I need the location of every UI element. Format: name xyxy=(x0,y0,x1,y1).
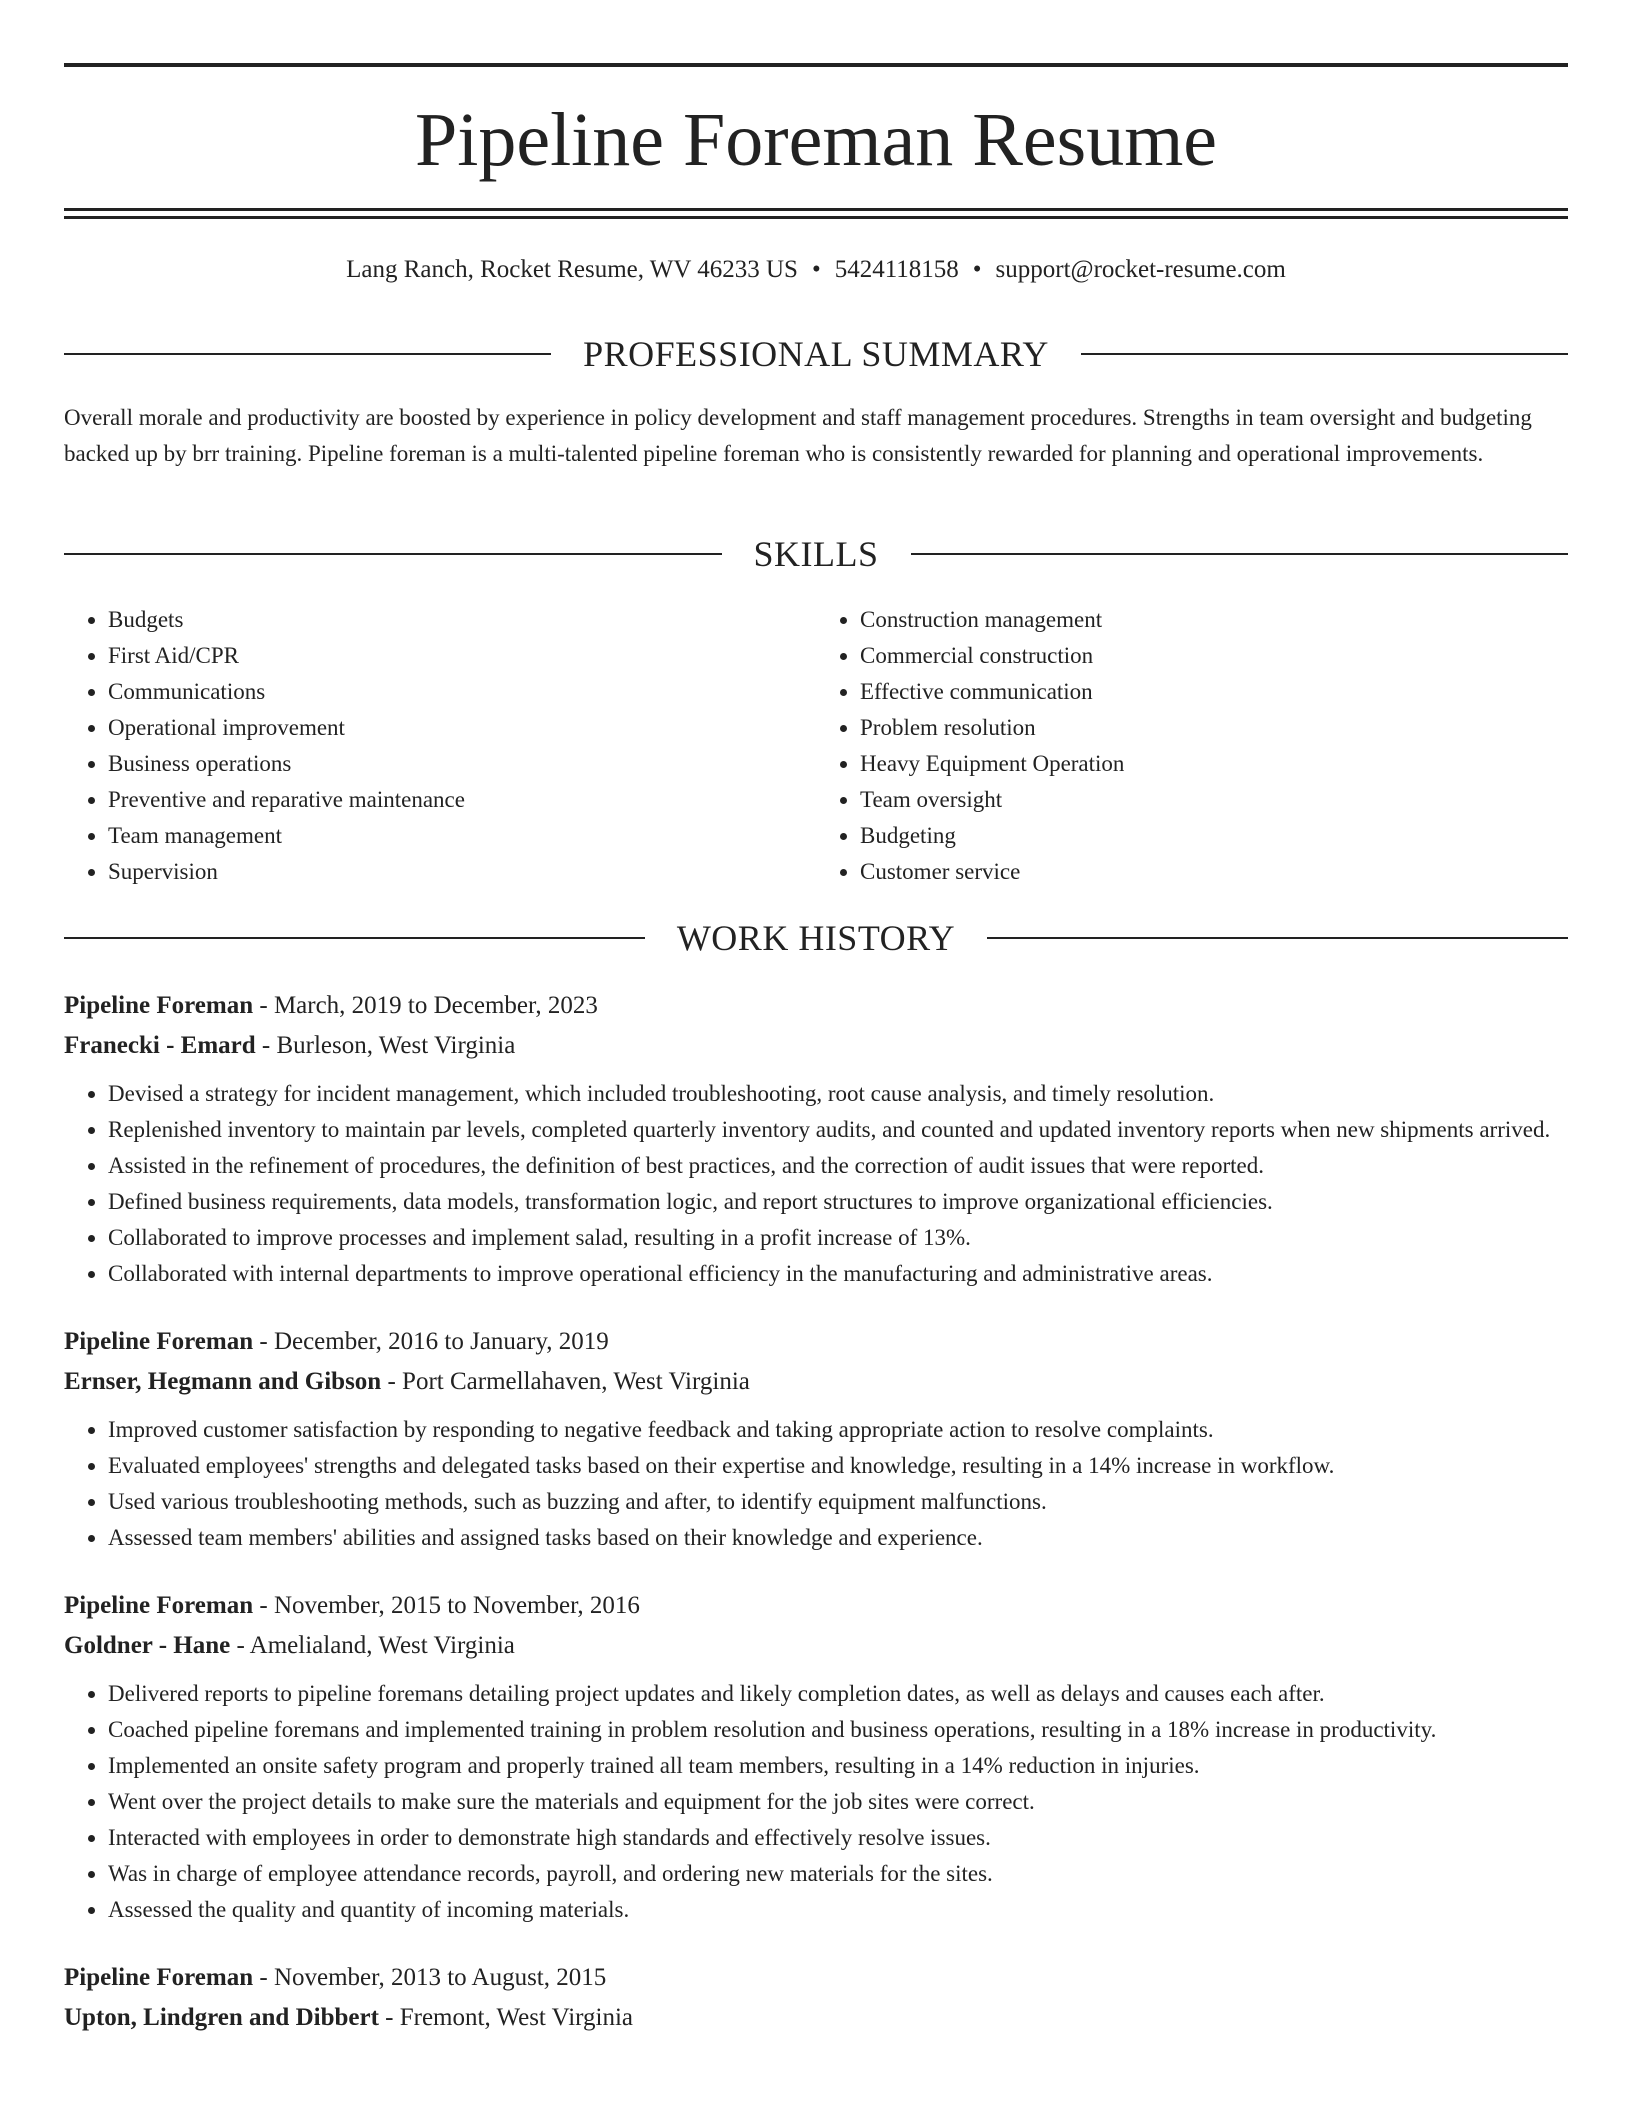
job-title-line xyxy=(64,1958,1568,1998)
job-location: Fremont, West Virginia xyxy=(399,2004,634,2031)
skill-item: • Problem resolution xyxy=(860,710,1568,746)
skills-list xyxy=(64,602,1568,890)
skill-item: • Team oversight xyxy=(860,782,1568,818)
contact-address: Lang Ranch, Rocket Resume, WV 46233 US xyxy=(346,256,798,283)
job-entry xyxy=(64,1322,1568,1556)
job-bullet: • Used various troubleshooting methods, such as buzzing and after, to identify equipment malfunctions. xyxy=(108,1484,1568,1520)
contact-line xyxy=(64,254,1568,286)
job-bullets xyxy=(64,1412,1568,1556)
skills-heading xyxy=(64,532,1568,576)
job-title-line xyxy=(64,1322,1568,1362)
job-title: Pipeline Foreman xyxy=(64,1592,254,1619)
job-entry xyxy=(64,1958,1568,2038)
summary-text: Overall morale and productivity are boosted by experience in policy development and staff management procedures. Strengths in team oversight and budgeting backed up by brr training. Pipeline foreman is a multi-talented pipeline foreman who is consistently rewarded for planning and operational improvements. xyxy=(64,405,1532,466)
job-bullet: • Assessed team members' abilities and assigned tasks based on their knowledge and experience. xyxy=(108,1520,1568,1556)
job-bullet: • Coached pipeline foremans and implemented training in problem resolution and business operations, resulting in a 18% increase in productivity. xyxy=(108,1712,1568,1748)
job-bullet: • Delivered reports to pipeline foremans detailing project updates and likely completion dates, as well as delays and causes each after. xyxy=(108,1676,1568,1712)
contact-email: support@rocket-resume.com xyxy=(995,256,1286,283)
skill-item: • First Aid/CPR xyxy=(108,638,816,674)
skill-item: • Heavy Equipment Operation xyxy=(860,746,1568,782)
resume-title: Pipeline Foreman Resume xyxy=(414,98,1218,182)
skill-item: • Budgets xyxy=(108,602,816,638)
skill-item: • Team management xyxy=(108,818,816,854)
skill-item: • Customer service xyxy=(860,854,1568,890)
job-bullet: • Devised a strategy for incident management, which included troubleshooting, root cause analysis, and timely resolution. xyxy=(108,1076,1568,1112)
job-company-line xyxy=(64,1998,1568,2038)
heading-rule-left xyxy=(64,353,551,355)
job-bullets xyxy=(64,1076,1568,1292)
work-history-heading-label: WORK HISTORY xyxy=(676,918,956,958)
job-bullet: • Defined business requirements, data models, transformation logic, and report structures to improve organizational efficiencies. xyxy=(108,1184,1568,1220)
heading-rule-right xyxy=(911,553,1569,555)
heading-rule-left xyxy=(64,553,722,555)
job-bullet: • Went over the project details to make sure the materials and equipment for the job sites were correct. xyxy=(108,1784,1568,1820)
job-bullet: • Interacted with employees in order to demonstrate high standards and effectively resolve issues. xyxy=(108,1820,1568,1856)
contact-separator: • xyxy=(972,256,982,283)
job-title: Pipeline Foreman xyxy=(64,1328,254,1355)
top-rule xyxy=(64,63,1568,67)
summary-heading xyxy=(64,332,1568,376)
job-entry xyxy=(64,986,1568,1292)
job-title: Pipeline Foreman xyxy=(64,992,254,1019)
job-company: Ernser, Hegmann and Gibson xyxy=(64,1368,382,1395)
job-bullet: • Improved customer satisfaction by responding to negative feedback and taking appropriate action to resolve complaints. xyxy=(108,1412,1568,1448)
job-title: Pipeline Foreman xyxy=(64,1964,254,1991)
job-location: Amelialand, West Virginia xyxy=(249,1632,515,1659)
job-bullet: • Evaluated employees' strengths and delegated tasks based on their expertise and knowledge, resulting in a 14% increase in workflow. xyxy=(108,1448,1568,1484)
job-entry xyxy=(64,1586,1568,1928)
job-company-line xyxy=(64,1626,1568,1666)
job-dates: November, 2015 to November, 2016 xyxy=(273,1592,640,1619)
work-history-heading xyxy=(64,916,1568,960)
summary-heading-label: PROFESSIONAL SUMMARY xyxy=(583,334,1049,374)
job-company: Franecki - Emard xyxy=(64,1032,256,1059)
skill-item: • Operational improvement xyxy=(108,710,816,746)
skill-item: • Preventive and reparative maintenance xyxy=(108,782,816,818)
skill-item: • Construction management xyxy=(860,602,1568,638)
job-company-line xyxy=(64,1026,1568,1066)
contact-separator: • xyxy=(811,256,821,283)
skills-heading-label: SKILLS xyxy=(753,534,879,574)
job-company: Goldner - Hane xyxy=(64,1632,231,1659)
job-bullet: • Assessed the quality and quantity of incoming materials. xyxy=(108,1892,1568,1928)
job-dates: December, 2016 to January, 2019 xyxy=(273,1328,609,1355)
work-history-list xyxy=(64,986,1568,2068)
job-company-line xyxy=(64,1362,1568,1402)
job-company: Upton, Lindgren and Dibbert xyxy=(64,2004,379,2031)
job-dates: March, 2019 to December, 2023 xyxy=(273,992,598,1019)
skills-column-left xyxy=(64,602,816,890)
skill-item: • Business operations xyxy=(108,746,816,782)
job-dash: - xyxy=(230,1632,250,1659)
job-location: Port Carmellahaven, West Virginia xyxy=(402,1368,750,1395)
job-dash: - xyxy=(378,2004,400,2031)
skill-item: • Effective communication xyxy=(860,674,1568,710)
skill-item: • Commercial construction xyxy=(860,638,1568,674)
skills-column-right xyxy=(816,602,1568,890)
job-bullet: • Assisted in the refinement of procedures, the definition of best practices, and the correction of audit issues that were reported. xyxy=(108,1148,1568,1184)
job-bullet: • Was in charge of employee attendance records, payroll, and ordering new materials for the sites. xyxy=(108,1856,1568,1892)
job-location: Burleson, West Virginia xyxy=(276,1032,516,1059)
job-bullets xyxy=(64,1676,1568,1928)
title-double-rule xyxy=(64,208,1568,219)
job-dash: - xyxy=(253,1964,274,1991)
job-dash: - xyxy=(381,1368,403,1395)
job-title-line xyxy=(64,986,1568,1026)
job-dash: - xyxy=(255,1032,277,1059)
job-title-line xyxy=(64,1586,1568,1626)
job-bullet: • Collaborated to improve processes and implement salad, resulting in a profit increase of 13%. xyxy=(108,1220,1568,1256)
contact-phone: 5424118158 xyxy=(834,256,959,283)
job-dash: - xyxy=(253,1328,274,1355)
heading-rule-right xyxy=(1081,353,1568,355)
job-bullet: • Collaborated with internal departments to improve operational efficiency in the manufacturing and administrative areas. xyxy=(108,1256,1568,1292)
job-bullet: • Implemented an onsite safety program and properly trained all team members, resulting in a 14% reduction in injuries. xyxy=(108,1748,1568,1784)
skill-item: • Communications xyxy=(108,674,816,710)
heading-rule-left xyxy=(64,937,645,939)
job-dash: - xyxy=(253,1592,274,1619)
skill-item: • Budgeting xyxy=(860,818,1568,854)
skill-item: • Supervision xyxy=(108,854,816,890)
job-bullet: • Replenished inventory to maintain par levels, completed quarterly inventory audits, and counted and updated inventory reports when new shipments arrived. xyxy=(108,1112,1568,1148)
heading-rule-right xyxy=(987,937,1568,939)
job-dash: - xyxy=(253,992,274,1019)
job-dates: November, 2013 to August, 2015 xyxy=(273,1964,607,1991)
